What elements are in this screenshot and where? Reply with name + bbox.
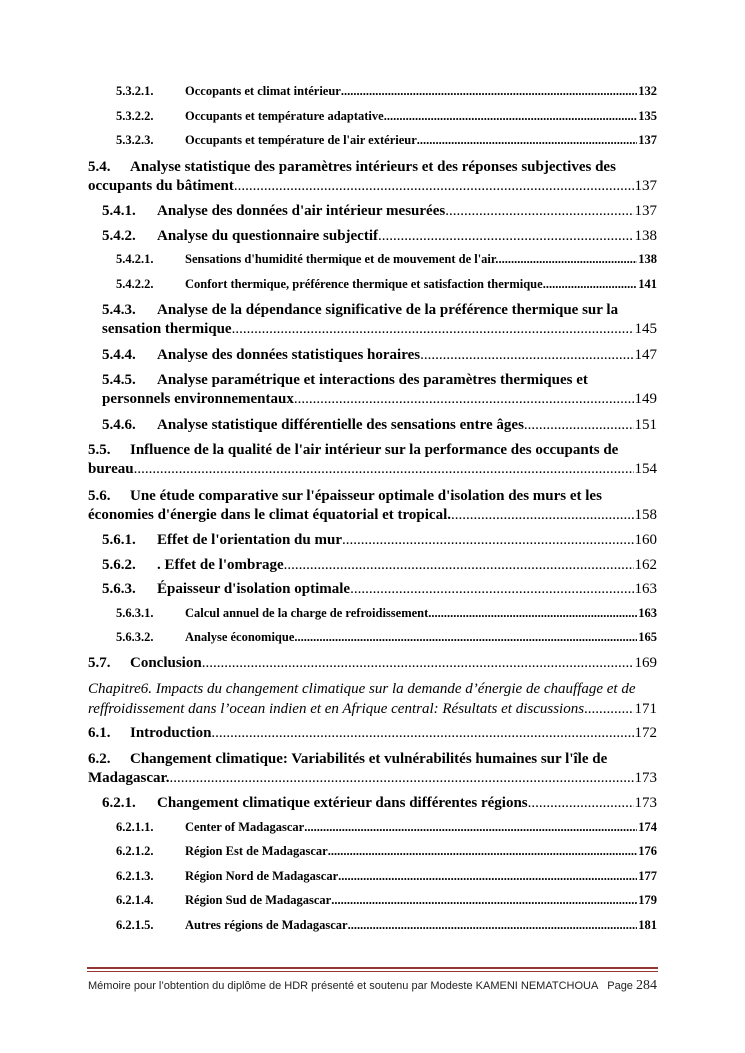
toc-entry[interactable] [88, 844, 657, 869]
footer-page-number: 284 [636, 978, 657, 993]
toc-entry-number: 5.6. [88, 487, 111, 504]
toc-entry-number: 5.4.5. [102, 372, 136, 388]
footer-rule-thin [87, 971, 658, 972]
dot-leader [284, 557, 634, 574]
toc-entry[interactable] [88, 252, 657, 277]
toc-entry-number: 5.6.3. [102, 581, 136, 597]
toc-entry-title: Effet de l'orientation du mur [157, 532, 342, 548]
toc-entry-number: 5.7. [88, 654, 111, 671]
toc-entry[interactable] [88, 203, 657, 228]
toc-entry[interactable] [88, 371, 657, 409]
toc-entry-page: 172 [634, 725, 657, 741]
dot-leader [328, 844, 638, 859]
toc-entry[interactable] [88, 630, 657, 655]
toc-entry-title: Changement climatique extérieur dans différentes régions [157, 795, 528, 811]
toc-entry-page: 138 [634, 227, 657, 244]
toc-entry-number: 6.2.1.4. [116, 893, 154, 907]
dot-leader [498, 252, 637, 267]
toc-entry-page: 149 [634, 391, 657, 407]
toc-entry-page: 176 [638, 844, 657, 858]
dot-leader [584, 699, 633, 719]
toc-entry[interactable] [88, 301, 657, 339]
toc-entry-number: 5.5. [88, 442, 111, 458]
toc-entry-title: Épaisseur d'isolation optimale [157, 581, 351, 597]
toc-entry-title: Analyse des données statistiques horaires [157, 346, 421, 363]
toc-entry-title: Confort thermique, préférence thermique et satisfaction thermique [185, 276, 543, 291]
toc-entry-number: 5.6.3.2. [116, 630, 154, 644]
toc-entry-title: Analyse économique [185, 630, 295, 644]
table-of-contents [88, 84, 657, 942]
toc-entry-number: 5.6.1. [102, 532, 136, 548]
dot-leader [350, 581, 633, 598]
toc-entry[interactable] [88, 487, 657, 525]
toc-chapter-entry[interactable] [88, 679, 657, 719]
toc-entry-title: Sensations d'humidité thermique et de mouvement de l'air. [185, 252, 499, 266]
toc-entry[interactable] [88, 441, 657, 479]
toc-entry-page: 158 [634, 506, 657, 523]
toc-entry[interactable] [88, 606, 657, 631]
toc-entry-title: Analyse statistique différentielle des sensations entre âges [157, 416, 524, 433]
toc-entry-title: Calcul annuel de la charge de refroidissement [185, 605, 429, 620]
toc-entry-title: Occupants et température adaptative [185, 108, 384, 123]
toc-entry-title-cont: Madagascar. [88, 769, 170, 786]
dot-leader [232, 320, 634, 339]
dot-leader [134, 460, 634, 479]
toc-entry-page: 177 [638, 868, 657, 883]
toc-entry[interactable] [88, 820, 657, 845]
toc-entry-page: 174 [638, 819, 657, 834]
dot-leader [234, 177, 634, 196]
toc-entry[interactable] [88, 725, 657, 750]
toc-entry-title: Une étude comparative sur l'épaisseur optimale d'isolation des murs et les [130, 487, 602, 504]
toc-entry[interactable] [88, 581, 657, 606]
toc-entry-title-cont: reffroidissement dans l’ocean indien et en Afrique central: Résultats et discussions [88, 701, 585, 717]
toc-entry-number: 5.4.3. [102, 302, 136, 318]
toc-entry-page: 141 [638, 276, 657, 291]
toc-entry[interactable] [88, 228, 657, 253]
dot-leader [348, 918, 638, 933]
dot-leader [331, 893, 637, 908]
toc-entry-title: Région Nord de Madagascar [185, 868, 339, 883]
page-footer [88, 978, 657, 996]
dot-leader [338, 869, 637, 884]
toc-entry-title: Changement climatique: Variabilités et vulnérabilités humaines sur l'île de [130, 750, 608, 767]
toc-entry-title-cont: bureau [88, 461, 134, 477]
toc-entry-title-cont: sensation thermique [102, 321, 232, 337]
toc-entry-number: 5.4.2.1. [116, 252, 154, 266]
toc-entry-number: 5.6.2. [102, 556, 136, 573]
toc-entry-number: 5.4.1. [102, 203, 136, 219]
toc-entry-title: Occupants et température de l'air extérieur [185, 133, 417, 147]
toc-entry-title: Analyse des données d'air intérieur mesurées [157, 203, 446, 219]
toc-entry[interactable] [88, 655, 657, 680]
toc-entry-number: 6.2.1. [102, 795, 136, 811]
toc-entry[interactable] [88, 84, 657, 109]
dot-leader [445, 203, 633, 220]
toc-entry-title-cont: personnels environnementaux [102, 391, 294, 407]
dot-leader [211, 725, 633, 742]
toc-entry-page: 163 [634, 581, 657, 597]
toc-entry-number: 6.2.1.3. [116, 868, 154, 883]
toc-entry-title: Center of Madagascar [185, 819, 305, 834]
toc-entry-number: 6.2.1.5. [116, 917, 154, 932]
toc-entry-page: 179 [638, 893, 657, 907]
dot-leader [420, 347, 633, 364]
toc-entry-title: Région Est de Madagascar [185, 844, 328, 858]
toc-entry-title: Chapitre6. Impacts du changement climatique sur la demande d’énergie de chauffage et de [88, 681, 636, 697]
dot-leader [341, 84, 637, 99]
toc-entry-title: Analyse paramétrique et interactions des paramètres thermiques et [157, 372, 588, 388]
toc-entry-title: Influence de la qualité de l'air intérieur sur la performance des occupants de [130, 442, 619, 458]
toc-entry-number: 6.2.1.2. [116, 844, 154, 858]
toc-entry[interactable] [88, 109, 657, 134]
toc-entry[interactable] [88, 347, 657, 372]
toc-entry[interactable] [88, 893, 657, 918]
toc-entry-page: 163 [638, 605, 657, 620]
toc-entry-page: 138 [638, 252, 657, 266]
footer-page-label: Page [607, 980, 633, 992]
dot-leader [294, 630, 637, 645]
toc-entry-page: 181 [638, 917, 657, 932]
toc-entry-page: 132 [638, 84, 657, 98]
dot-leader [528, 795, 634, 812]
footer-text: Mémoire pour l’obtention du diplôme de HDR présenté et soutenu par Modeste KAMENI NEMATCHOUA [88, 980, 599, 992]
dot-leader [378, 228, 633, 245]
toc-entry-number: 5.4. [88, 158, 111, 175]
toc-entry-title-cont: économies d'énergie dans le climat équatorial et tropical. [88, 506, 451, 523]
toc-entry-title: Analyse de la dépendance significative de la préférence thermique sur la [157, 302, 619, 318]
dot-leader [342, 532, 634, 549]
toc-entry[interactable] [88, 795, 657, 820]
toc-entry-page: 154 [634, 461, 657, 477]
toc-entry[interactable] [88, 869, 657, 894]
toc-entry-page: 160 [634, 532, 657, 548]
toc-entry-number: 5.3.2.2. [116, 108, 154, 123]
toc-entry-number: 5.4.2. [102, 227, 136, 244]
toc-entry-number: 6.1. [88, 725, 111, 741]
toc-entry-number: 5.3.2.1. [116, 84, 154, 98]
toc-entry-number: 5.4.6. [102, 416, 136, 433]
toc-entry-page: 147 [634, 346, 657, 363]
toc-entry-page: 137 [638, 133, 657, 147]
dot-leader [543, 277, 638, 292]
toc-entry-title: Analyse du questionnaire subjectif [157, 227, 379, 244]
toc-entry[interactable] [88, 277, 657, 302]
toc-entry-title-cont: occupants du bâtiment [88, 177, 234, 194]
toc-entry-title: Introduction [130, 725, 212, 741]
toc-entry-title: . Effet de l'ombrage [157, 556, 284, 573]
toc-entry-number: 5.4.2.2. [116, 276, 154, 291]
toc-entry-title: Autres régions de Madagascar [185, 917, 348, 932]
dot-leader [304, 820, 637, 835]
dot-leader [384, 109, 638, 124]
toc-entry-title: Conclusion [130, 654, 202, 671]
dot-leader [451, 506, 634, 525]
toc-entry-page: 165 [638, 630, 657, 644]
toc-entry-page: 169 [634, 654, 657, 671]
toc-entry-number: 6.2.1.1. [116, 819, 154, 834]
toc-entry[interactable] [88, 750, 657, 788]
dot-leader [170, 769, 634, 788]
toc-entry-page: 145 [634, 321, 657, 337]
toc-entry-page: 135 [638, 108, 657, 123]
toc-entry[interactable] [88, 133, 657, 158]
toc-entry-page: 162 [634, 556, 657, 573]
toc-entry-page: 151 [634, 416, 657, 433]
toc-entry[interactable] [88, 158, 657, 196]
toc-entry-page: 171 [634, 701, 657, 717]
dot-leader [202, 655, 634, 672]
toc-entry-page: 173 [634, 769, 657, 786]
toc-entry-page: 137 [634, 203, 657, 219]
dot-leader [417, 133, 637, 148]
toc-entry-page: 137 [634, 177, 657, 194]
toc-entry-title: Occopants et climat intérieur [185, 84, 341, 98]
toc-entry[interactable] [88, 557, 657, 582]
footer-rule [87, 967, 658, 969]
dot-leader [294, 390, 634, 409]
toc-entry-number: 5.6.3.1. [116, 605, 154, 620]
toc-entry-number: 5.4.4. [102, 346, 136, 363]
dot-leader [428, 606, 637, 621]
toc-entry-number: 5.3.2.3. [116, 133, 154, 147]
footer-page [607, 978, 657, 994]
toc-entry-page: 173 [634, 795, 657, 811]
toc-entry-number: 6.2. [88, 750, 111, 767]
toc-entry[interactable] [88, 532, 657, 557]
dot-leader [524, 417, 634, 434]
toc-entry-title: Analyse statistique des paramètres intérieurs et des réponses subjectives des [130, 158, 616, 175]
toc-entry[interactable] [88, 918, 657, 943]
toc-entry[interactable] [88, 417, 657, 442]
toc-entry-title: Région Sud de Madagascar [185, 893, 332, 907]
